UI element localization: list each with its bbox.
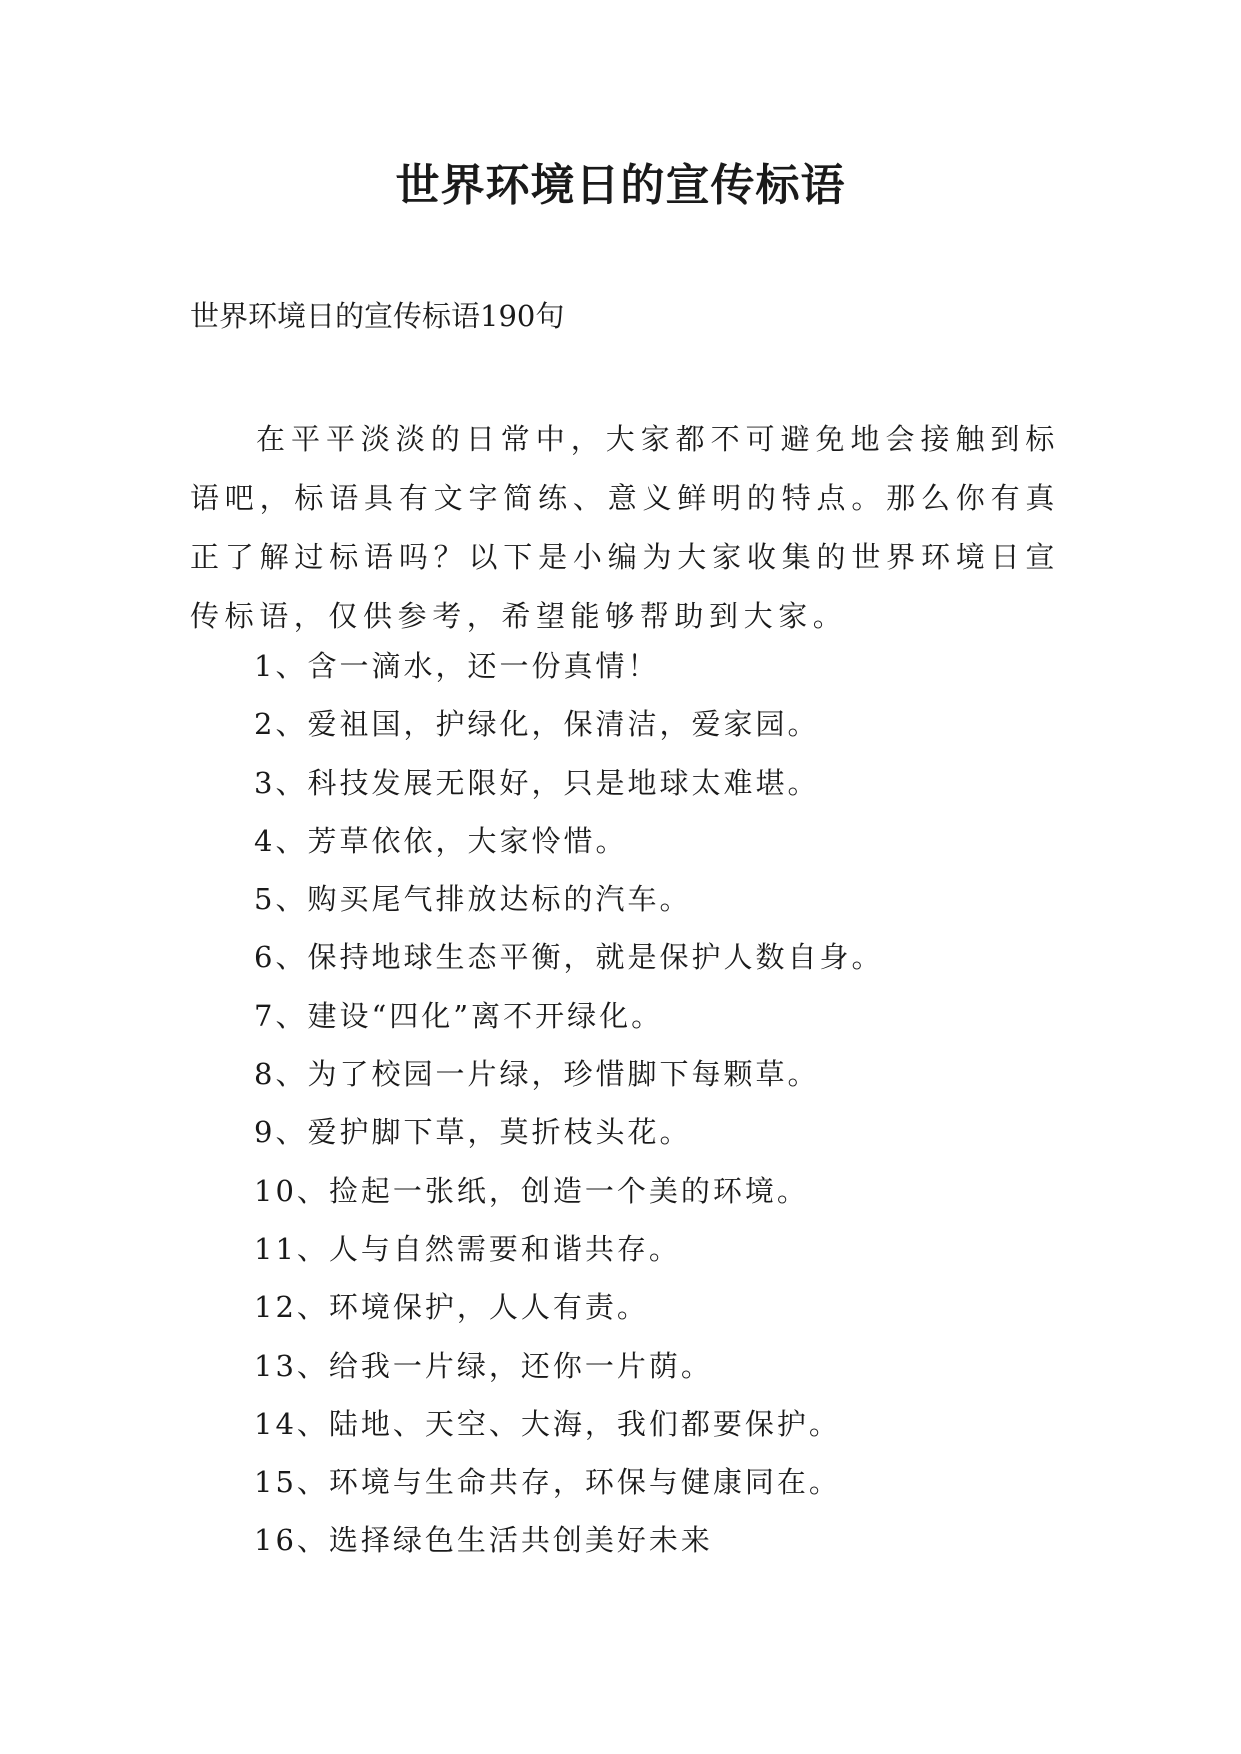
document-title: 世界环境日的宣传标语 [395,160,846,211]
slogan-item: 1、含一滴水，还一份真情！ [254,649,660,683]
intro-paragraph: 在平平淡淡的日常中，大家都不可避免地会接触到标语吧，标语具有文字简练、意义鲜明的特点。那么你有真正了解过标语吗？以下是小编为大家收集的世界环境日宣传标语，仅供参考，希望能够帮助到大家。 [190,422,1060,633]
slogan-item: 16、选择绿色生活共创美好未来 [254,1523,713,1558]
slogan-item: 6、保持地球生态平衡，就是保护人数自身。 [254,940,884,975]
slogan-item: 4、芳草依依，大家怜惜。 [254,823,628,858]
slogan-item: 8、为了校园一片绿，珍惜脚下每颗草。 [254,1057,820,1092]
slogan-item: 13、给我一片绿，还你一片荫。 [254,1348,713,1383]
slogan-item: 9、爱护脚下草，莫折枝头花。 [254,1115,692,1150]
slogan-item: 5、购买尾气排放达标的汽车。 [254,882,692,917]
slogan-item: 11、人与自然需要和谐共存。 [254,1231,681,1266]
slogan-list [254,637,883,1570]
slogan-item: 3、科技发展无限好，只是地球太难堪。 [254,765,820,800]
document-subtitle: 世界环境日的宣传标语190句 [190,299,565,333]
slogan-item: 14、陆地、天空、大海，我们都要保护。 [254,1406,841,1441]
slogan-item: 15、环境与生命共存，环保与健康同在。 [254,1465,841,1500]
slogan-item: 7、建设“四化”离不开绿化。 [254,998,664,1033]
slogan-item: 12、环境保护，人人有责。 [254,1290,649,1325]
slogan-item: 10、捡起一张纸，创造一个美的环境。 [254,1173,809,1208]
slogan-item: 2、爱祖国，护绿化，保清洁，爱家园。 [254,707,820,742]
